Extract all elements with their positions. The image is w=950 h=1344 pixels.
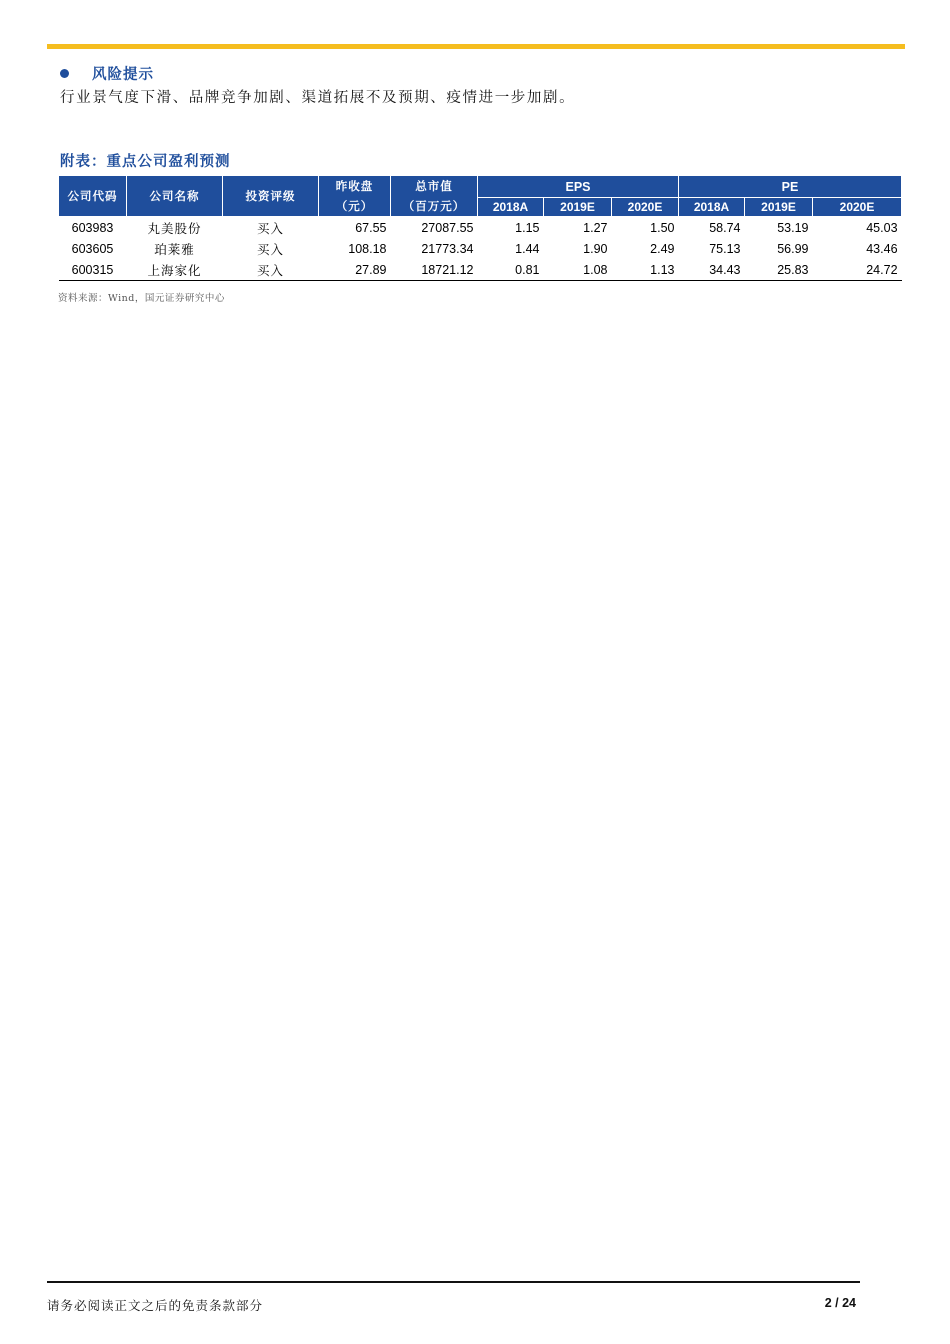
cell-pe: 53.19 <box>777 220 809 235</box>
risk-heading <box>60 62 154 84</box>
cell-close: 27.89 <box>319 259 391 281</box>
header-pe-year: 2020E <box>813 198 902 217</box>
cell-mcap: 18721.12 <box>391 259 478 281</box>
risk-title: 风险提示 <box>92 65 154 83</box>
cell-name: 丸美股份 <box>147 220 202 236</box>
cell-close: 67.55 <box>355 220 387 235</box>
cell-name: 珀莱雅 <box>154 241 195 257</box>
page-number: 2 / 24 <box>824 1296 856 1310</box>
cell-pe: 45.03 <box>866 220 898 235</box>
cell-pe: 24.72 <box>813 259 902 281</box>
cell-eps: 1.27 <box>583 220 608 235</box>
cell-pe: 58.74 <box>709 220 741 235</box>
header-code: 公司代码 <box>59 176 127 217</box>
header-pe-year: 2018A <box>679 198 745 217</box>
cell-eps: 1.44 <box>515 241 540 256</box>
header-mcap-line1: 总市值 <box>415 179 453 193</box>
header-mcap-line2: （百万元） <box>402 199 466 213</box>
cell-eps: 2.49 <box>650 241 675 256</box>
header-name: 公司名称 <box>127 176 223 217</box>
risk-body: 行业景气度下滑、品牌竞争加剧、渠道拓展不及预期、疫情进一步加剧。 <box>60 90 576 106</box>
cell-pe: 43.46 <box>866 241 898 256</box>
cell-pe: 56.99 <box>777 241 809 256</box>
forecast-table <box>58 175 902 281</box>
header-rating: 投资评级 <box>223 176 319 217</box>
cell-eps: 1.13 <box>612 259 679 281</box>
footer-rule <box>47 1281 860 1283</box>
cell-mcap: 27087.55 <box>421 220 474 235</box>
header-mcap <box>391 176 478 217</box>
cell-code: 600315 <box>59 259 127 281</box>
footer-disclaimer: 请务必阅读正文之后的免责条款部分 <box>47 1298 264 1313</box>
table-source: 资料来源：Wind，国元证券研究中心 <box>58 293 225 304</box>
header-close-line2: （元） <box>335 199 374 213</box>
header-eps: EPS <box>478 176 679 198</box>
cell-rating: 买入 <box>223 259 319 281</box>
header-eps-year: 2020E <box>612 198 679 217</box>
header-pe-year: 2019E <box>745 198 813 217</box>
header-eps-year: 2019E <box>544 198 612 217</box>
cell-pe: 75.13 <box>709 241 741 256</box>
cell-pe: 34.43 <box>679 259 745 281</box>
cell-pe: 25.83 <box>745 259 813 281</box>
cell-mcap: 21773.34 <box>421 241 474 256</box>
bullet-icon <box>60 69 69 78</box>
header-rule <box>47 44 905 49</box>
header-eps-year: 2018A <box>478 198 544 217</box>
cell-eps: 1.90 <box>583 241 608 256</box>
cell-code: 603983 <box>71 220 114 235</box>
table-row <box>59 259 902 281</box>
table-row <box>59 217 902 239</box>
cell-eps: 1.08 <box>544 259 612 281</box>
cell-code: 603605 <box>71 241 114 256</box>
header-close-line1: 昨收盘 <box>335 179 374 193</box>
cell-name: 上海家化 <box>127 259 223 281</box>
cell-eps: 0.81 <box>478 259 544 281</box>
cell-rating: 买入 <box>256 220 284 236</box>
table-title: 附表：重点公司盈利预测 <box>60 153 231 170</box>
cell-close: 108.18 <box>348 241 387 256</box>
header-pe: PE <box>679 176 902 198</box>
cell-eps: 1.15 <box>515 220 540 235</box>
table-row <box>59 238 902 259</box>
cell-eps: 1.50 <box>650 220 675 235</box>
cell-rating: 买入 <box>256 241 284 257</box>
header-close <box>319 176 391 217</box>
